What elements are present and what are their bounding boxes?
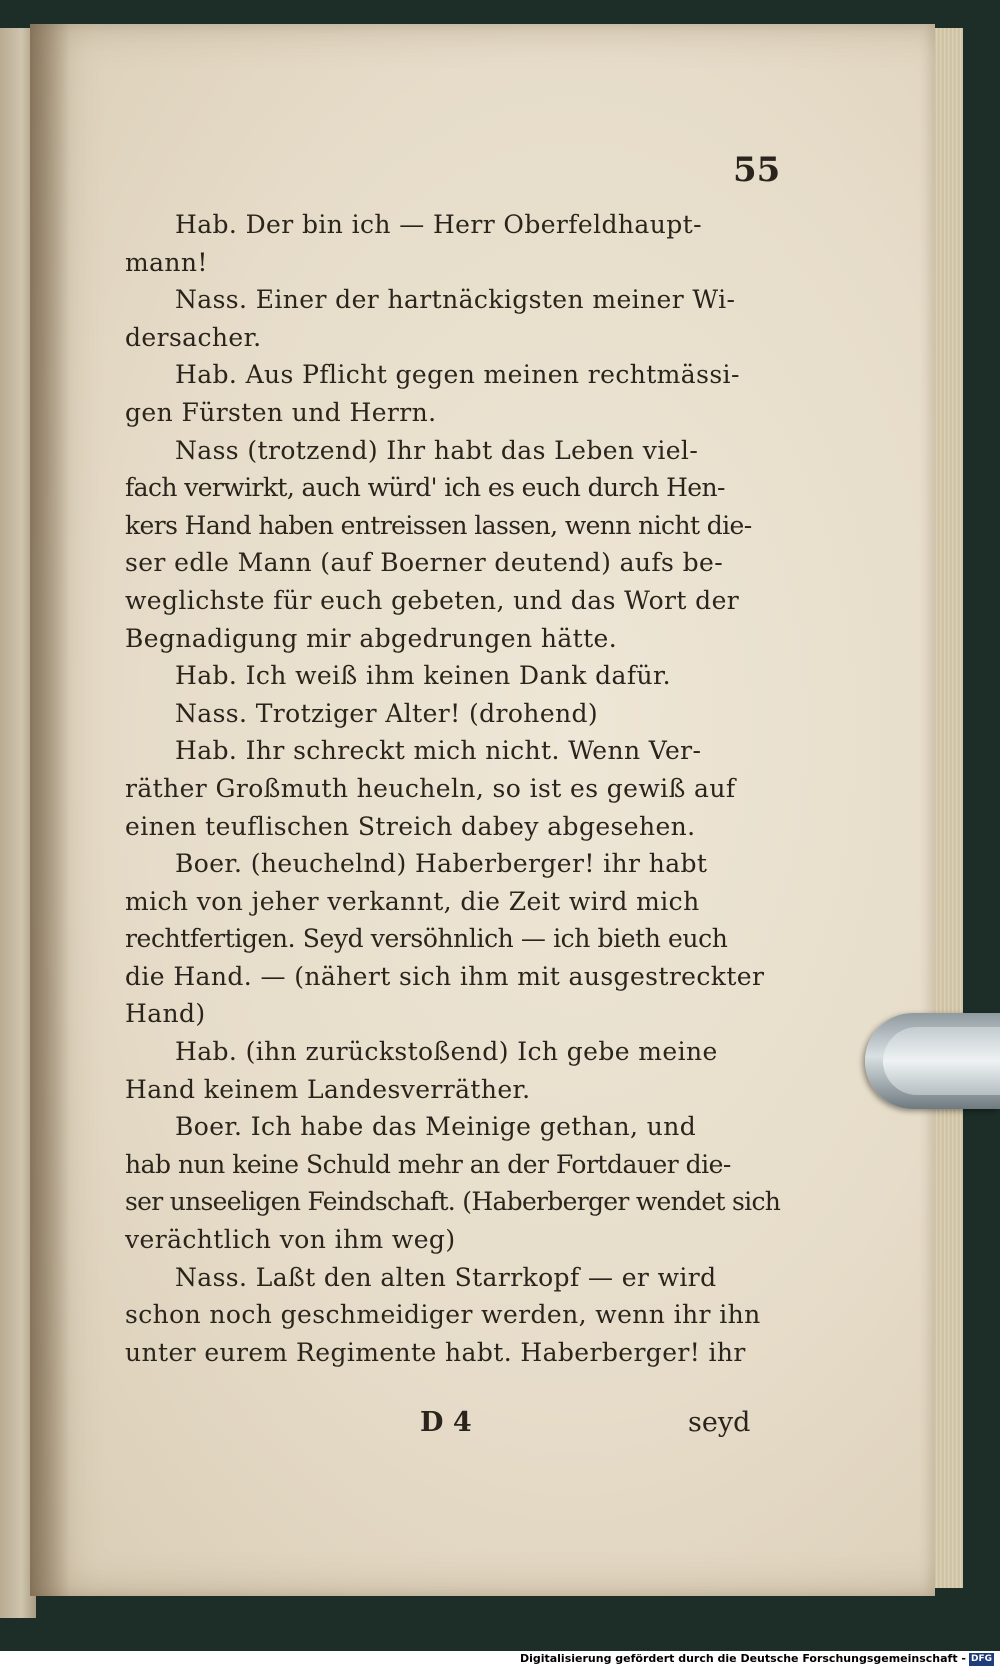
text-line: kers Hand haben entreissen lassen, wenn nicht die- <box>125 510 752 540</box>
page-number: 55 <box>733 150 781 190</box>
text-line: weglichste für euch gebeten, und das Wort der <box>125 585 740 615</box>
text-line: räther Großmuth heucheln, so ist es gewiß auf <box>125 773 736 803</box>
text-line: verächtlich von ihm weg) <box>125 1225 456 1255</box>
text-line: schon noch geschmeidiger werden, wenn ihr ihn <box>125 1300 761 1330</box>
text-line: Hab. Aus Pflicht gegen meinen rechtmässi- <box>175 360 740 390</box>
text-line: fach verwirkt, auch würd' ich es euch durch Hen- <box>125 473 725 503</box>
text-line: Hab. Der bin ich — Herr Oberfeldhaupt- <box>175 210 702 239</box>
page-footer <box>125 1407 780 1447</box>
text-line: Hab. Ihr schreckt mich nicht. Wenn Ver- <box>175 736 702 766</box>
dfg-logo: DFG <box>970 1654 992 1664</box>
text-line: Nass. Trotziger Alter! (drohend) <box>175 698 599 728</box>
text-line: mann! <box>125 247 208 277</box>
text-line: hab nun keine Schuld mehr an der Fortdauer die- <box>125 1149 731 1179</box>
text-line: Hab. Ich weiß ihm keinen Dank dafür. <box>175 661 671 691</box>
text-line: einen teuflischen Streich dabey abgesehen. <box>125 811 696 841</box>
text-line: ser edle Mann (auf Boerner deutend) aufs be- <box>125 548 724 578</box>
text-line: Hand) <box>125 999 206 1029</box>
text-line: Boer. Ich habe das Meinige gethan, und <box>175 1112 697 1142</box>
gutter-shadow <box>30 24 70 1596</box>
text-line: Boer. (heuchelnd) Haberberger! ihr habt <box>175 849 708 879</box>
text-line: ser unseeligen Feindschaft. (Haberberger wendet sich <box>125 1187 781 1217</box>
text-line: Hand keinem Landesverräther. <box>125 1074 531 1104</box>
page-text <box>125 206 780 1371</box>
text-line: Nass (trotzend) Ihr habt das Leben viel- <box>175 435 699 465</box>
credit-bar <box>0 1651 1000 1669</box>
text-line: die Hand. — (nähert sich ihm mit ausgestreckter <box>125 961 765 991</box>
signature-mark: D 4 <box>420 1407 472 1438</box>
text-line: gen Fürsten und Herrn. <box>125 397 437 427</box>
text-line: Nass. Einer der hartnäckigsten meiner Wi- <box>175 285 736 315</box>
digitization-credit: Digitalisierung gefördert durch die Deutsche Forschungsgemeinschaft - <box>519 1652 966 1665</box>
text-line: Begnadigung mir abgedrungen hätte. <box>125 623 618 653</box>
text-line: dersacher. <box>125 322 262 352</box>
catchword: seyd <box>688 1407 751 1438</box>
text-line: mich von jeher verkannt, die Zeit wird mich <box>125 886 700 916</box>
text-line: unter eurem Regimente habt. Haberberger! ihr <box>125 1337 746 1367</box>
text-line: Hab. (ihn zurückstoßend) Ich gebe meine <box>175 1037 718 1067</box>
page-clip <box>865 1013 1000 1109</box>
page-clip-inner <box>883 1027 1000 1095</box>
text-line: Nass. Laßt den alten Starrkopf — er wird <box>175 1262 717 1292</box>
text-line: rechtfertigen. Seyd versöhnlich — ich bieth euch <box>125 924 728 954</box>
